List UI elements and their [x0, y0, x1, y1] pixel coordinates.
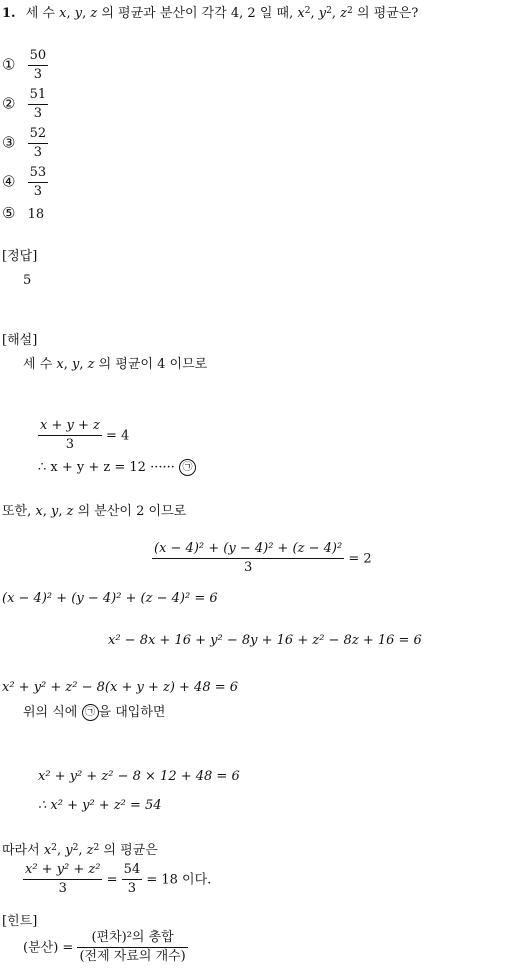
eq-rhs: = 2: [348, 551, 372, 567]
eq-den: 3: [58, 881, 67, 897]
equation-variance: [152, 541, 372, 577]
eq-num: x + y + z: [38, 418, 102, 436]
line-text: 위의 식에: [23, 705, 78, 720]
solution-line-3: [23, 704, 165, 721]
question-text: 세 수 x, y, z 의 평균과 분산이 각각 4, 2 일 때, $x^2$, $y^2$, $z^2$ 의 평균은?: [25, 5, 419, 21]
choice-den: 3: [33, 106, 42, 122]
equation-substituted: x² + y² + z² − 8 × 12 + 48 = 6: [38, 769, 240, 784]
question: [2, 6, 418, 22]
question-number: 1.: [2, 6, 16, 21]
equation-expanded-2: x² − 8x + 16 + y² − 8y + 16 + z² − 8z + 16 = 6: [108, 633, 422, 648]
hint-lhs: (분산) =: [23, 940, 74, 956]
equation-result: ∴ x² + y² + z² = 54: [38, 798, 162, 813]
choice-den: 3: [33, 145, 42, 161]
eq-rhs: = 4: [105, 428, 130, 444]
hint-num: (편차)²의 총합: [77, 930, 187, 948]
choice-mark: ①: [2, 55, 16, 74]
answer-label: [정답]: [2, 249, 38, 264]
eq-den: 3: [243, 560, 253, 576]
choice-3[interactable]: [2, 126, 48, 162]
choice-num: 52: [28, 126, 49, 144]
equation-final: [23, 862, 211, 898]
solution-line-1: 세 수 x, y, z 의 평균이 4 이므로: [23, 357, 208, 372]
eq-text: ∴ x + y + z = 12 ······: [38, 460, 175, 475]
choice-num: 51: [28, 87, 49, 105]
choice-num: 50: [28, 48, 49, 66]
eq-rhs: = 18 이다.: [146, 872, 212, 888]
circled-mark: ㉠: [82, 704, 99, 721]
equation-expanded-1: (x − 4)² + (y − 4)² + (z − 4)² = 6: [2, 591, 218, 606]
choice-mark: ④: [2, 172, 16, 191]
hint-formula: [23, 930, 188, 966]
choice-value: 18: [27, 207, 45, 222]
eq-num: x² + y² + z²: [23, 862, 102, 880]
choice-mark: ⑤: [2, 204, 16, 222]
equation-mean: [38, 418, 129, 454]
choice-den: 3: [33, 184, 42, 200]
choice-5[interactable]: [2, 204, 44, 223]
eq-den: 3: [65, 437, 75, 453]
equation-sum: [38, 459, 196, 476]
eq-num: (x − 4)² + (y − 4)² + (z − 4)²: [152, 541, 344, 559]
choice-mark: ②: [2, 94, 16, 113]
hint-label: [힌트]: [2, 914, 38, 929]
solution-label: [해설]: [2, 333, 38, 348]
choice-den: 3: [33, 67, 42, 83]
choice-num: 53: [28, 165, 49, 183]
solution-line-2: 또한, x, y, z 의 분산이 2 이므로: [2, 504, 187, 519]
choice-mark: ③: [2, 133, 16, 152]
answer-value: 5: [23, 273, 32, 288]
eq-den: 3: [127, 881, 137, 897]
equation-expanded-3: x² + y² + z² − 8(x + y + z) + 48 = 6: [2, 680, 239, 695]
choice-2[interactable]: [2, 87, 48, 123]
choice-4[interactable]: [2, 165, 48, 201]
eq-equals: =: [106, 872, 118, 888]
hint-den: (전제 자료의 개수): [79, 949, 186, 965]
eq-num: 54: [122, 862, 143, 880]
circled-mark: ㉠: [179, 459, 196, 476]
choice-1[interactable]: [2, 48, 48, 84]
solution-line-4: 따라서 $x^2$, $y^2$, $z^2$ 의 평균은: [2, 842, 158, 858]
line-text: 을 대입하면: [98, 705, 166, 720]
